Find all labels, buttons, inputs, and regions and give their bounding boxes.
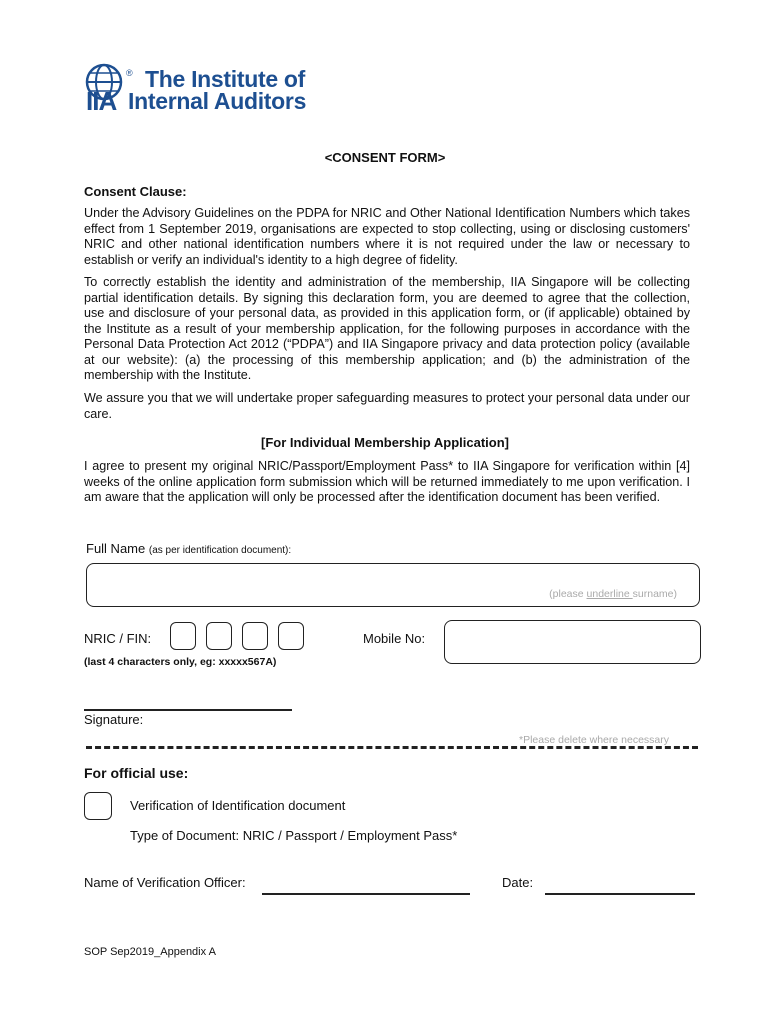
section-divider <box>86 746 698 749</box>
individual-heading: [For Individual Membership Application] <box>261 435 509 450</box>
officer-name-line[interactable] <box>262 893 470 895</box>
paragraph-identity: To correctly establish the identity and administration of the membership, IIA Singapore will be collecting partial identification details. By signing this declaration form, you are deemed to agree that the collection, use and disclosure of your personal data, as provided in this application form, or (if applicable) obtained by the Institute as a result of your membership application, for the following purposes in accordance with the Personal Data Protection Act 2012 (“PDPA”) and IIA Singapore privacy and data protection policy (available at our website): (a) the processing of this membership application; and (b) the administration of the membership with the Institute. <box>84 275 690 382</box>
officer-label: Name of Verification Officer: <box>84 875 246 890</box>
document-type-label: Type of Document: NRIC / Passport / Employment Pass* <box>130 828 458 843</box>
signature-line[interactable] <box>84 709 292 711</box>
nric-char-1-field[interactable] <box>170 622 196 650</box>
full-name-field[interactable] <box>86 563 700 607</box>
paragraph-agreement: I agree to present my original NRIC/Passport/Employment Pass* to IIA Singapore for verification within [4] weeks of the online application form submission which will be returned immediately to me upon verification. I am aware that the application will only be processed after the identification document has been verified. <box>84 459 690 504</box>
nric-char-2-field[interactable] <box>206 622 232 650</box>
registered-mark: ® <box>126 68 133 78</box>
surname-hint: (please underline surname) <box>549 588 677 600</box>
full-name-label: Full Name (as per identification document): <box>86 541 292 556</box>
signature-label: Signature: <box>84 712 144 727</box>
delete-note: *Please delete where necessary <box>519 734 670 746</box>
nric-char-4-field[interactable] <box>278 622 304 650</box>
verification-label: Verification of Identification document <box>130 798 346 813</box>
mobile-label: Mobile No: <box>363 631 426 646</box>
full-name-sub-label: (as per identification document): <box>148 545 292 556</box>
logo-line2: Internal Auditors <box>128 88 307 114</box>
footer-reference: SOP Sep2019_Appendix A <box>84 946 216 958</box>
paragraph-safeguard: We assure you that we will undertake proper safeguarding measures to protect your personal data under our care. <box>84 391 690 421</box>
nric-note: (last 4 characters only, eg: xxxxx567A) <box>84 656 277 668</box>
form-title: <CONSENT FORM> <box>324 150 446 165</box>
verification-checkbox[interactable] <box>84 792 112 820</box>
consent-heading: Consent Clause: <box>84 184 187 199</box>
nric-label: NRIC / FIN: <box>84 631 152 646</box>
official-use-heading: For official use: <box>84 765 189 781</box>
logo-line1: The Institute of <box>145 66 306 92</box>
nric-char-3-field[interactable] <box>242 622 268 650</box>
date-label: Date: <box>502 875 534 890</box>
date-line[interactable] <box>545 893 695 895</box>
mobile-field[interactable] <box>444 620 701 664</box>
iia-logo <box>84 62 374 114</box>
logo-letters: IIA <box>86 86 117 116</box>
paragraph-pdpa-guidelines: Under the Advisory Guidelines on the PDPA for NRIC and Other National Identification Numbers which takes effect from 1 September 2019, organisations are expected to stop collecting, using or disclosing customers' NRIC and other national identification numbers where it is not required under the law or necessary to establish or verify an individual's identity to a high degree of fidelity. <box>84 206 690 267</box>
